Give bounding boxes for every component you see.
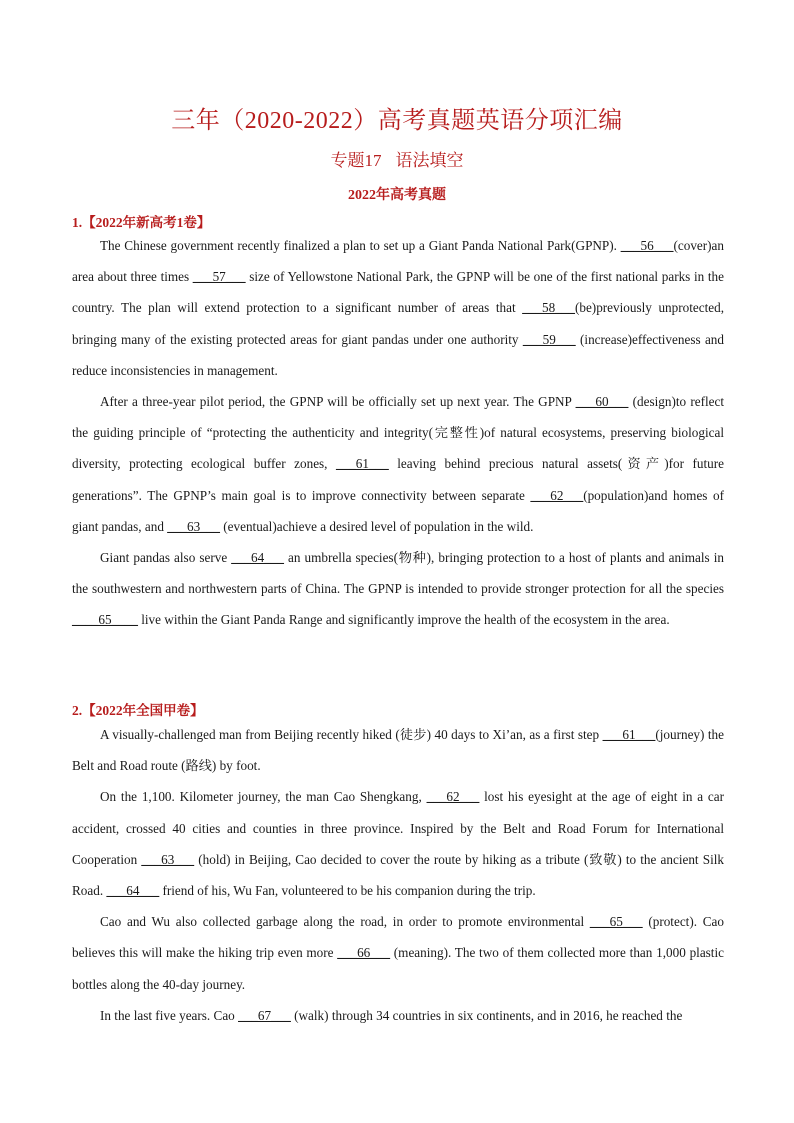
paragraph-text: an umbrella species(物种), bringing protection to a host of plants and animals in the southwestern and northwestern parts of China. The GPNP is intended to provide stronger protection for all the species — [72, 550, 724, 597]
paragraph — [72, 906, 724, 1000]
paragraph-text: After a three-year pilot period, the GPNP will be officially set up next year. The GPNP — [100, 394, 576, 410]
document-title: 三年（2020-2022）高考真题英语分项汇编 — [171, 108, 623, 134]
answer-blank: ____65____ — [72, 612, 138, 628]
paragraph-text: (meaning). The two of them collected more than 1,000 plastic bottles along the 40-day journey. — [72, 945, 724, 992]
paragraph-text: (increase)effectiveness and reduce inconsistencies in management. — [72, 331, 724, 378]
answer-blank: ___62___ — [530, 487, 584, 503]
topic-name: 语法填空 — [395, 151, 464, 170]
question-1-header: 1.【2022年新高考1卷】 — [72, 215, 211, 230]
paragraph — [72, 1000, 724, 1031]
topic-number: 专题17 — [330, 151, 382, 170]
paragraph-text: On the 1,100. Kilometer journey, the man Cao Shengkang, — [100, 789, 427, 805]
paragraph-text: (population)and homes of giant pandas, and — [72, 487, 724, 534]
topic-subtitle — [0, 146, 794, 171]
paragraph-text: The Chinese government recently finalized a plan to set up a Giant Panda National Park(GPNP). — [100, 238, 621, 253]
question-2-body — [72, 719, 724, 1031]
answer-blank: ___59___ — [522, 331, 576, 347]
paragraph-text: Giant pandas also serve — [100, 550, 232, 566]
paragraph-text: Cao and Wu also collected garbage along the road, in order to promote environmental — [100, 914, 590, 930]
answer-blank: ___56___ — [620, 238, 674, 253]
answer-blank: ___60___ — [575, 394, 629, 410]
answer-blank: ___61___ — [335, 456, 389, 472]
paragraph-text: (walk) through 34 countries in six continents, and in 2016, he reached the — [290, 1007, 683, 1023]
year-heading: 2022年高考真题 — [348, 188, 446, 203]
paragraph-text: (be)previously unprotected, bringing many of the existing protected areas for giant pandas under one authority — [72, 300, 724, 347]
paragraph-text: size of Yellowstone National Park, the GPNP will be one of the first national parks in the country. The plan will extend protection to a significant number of areas that — [72, 269, 724, 316]
answer-blank: ___61___ — [602, 727, 656, 742]
answer-blank: ___66___ — [337, 945, 391, 961]
answer-blank: ___63___ — [167, 518, 220, 534]
paragraph-text: (protect). Cao believes this will make the hiking trip even more — [72, 914, 724, 961]
paragraph-text: A visually-challenged man from Beijing recently hiked (徒步) 40 days to Xi’an, as a first step — [100, 727, 603, 742]
paragraph-text: (design)to reflect the guiding principle of “protecting the authenticity and integrity(完整性)of natural ecosystems, preserving biological diversity, protecting ecological buffer zones, — [72, 394, 724, 472]
paragraph-text: In the last five years. Cao — [100, 1007, 239, 1023]
paragraph-text: (eventual)achieve a desired level of population in the wild. — [219, 518, 534, 534]
paragraph-text: live within the Giant Panda Range and significantly improve the health of the ecosystem in the area. — [137, 612, 670, 628]
answer-blank: ___65___ — [589, 914, 643, 930]
answer-blank: ___58___ — [522, 300, 575, 316]
paragraph-text: lost his eyesight at the age of eight in a car accident, crossed 40 cities and counties in three province. Inspired by the Belt and Road Forum for International Cooperation — [72, 789, 725, 867]
answer-blank: ___62___ — [426, 789, 480, 805]
answer-blank: ___63___ — [141, 851, 195, 867]
answer-blank: ___57___ — [192, 269, 246, 285]
paragraph-text: friend of his, Wu Fan, volunteered to be his companion during the trip. — [159, 883, 536, 899]
paragraph-text: (cover)an area about three times — [72, 238, 724, 285]
paragraph — [72, 781, 724, 906]
paragraph — [72, 386, 724, 542]
question-1-body — [72, 230, 724, 636]
answer-blank: ___64___ — [231, 550, 284, 566]
paragraph-text: (hold) in Beijing, Cao decided to cover the route by hiking as a tribute (致敬) to the ancient Silk Road. — [72, 851, 724, 899]
paragraph-text: (journey) the Belt and Road route (路线) by foot. — [72, 727, 724, 774]
paragraph — [72, 542, 724, 636]
answer-blank: ___67___ — [238, 1007, 291, 1023]
paragraph — [72, 230, 724, 386]
paragraph-text: leaving behind precious natural assets(资产)for future generations”. The GPNP’s main goal is to improve connectivity between separate — [72, 456, 724, 503]
paragraph — [72, 719, 724, 781]
question-2-header: 2.【2022年全国甲卷】 — [72, 703, 204, 718]
answer-blank: ___64___ — [106, 883, 160, 899]
